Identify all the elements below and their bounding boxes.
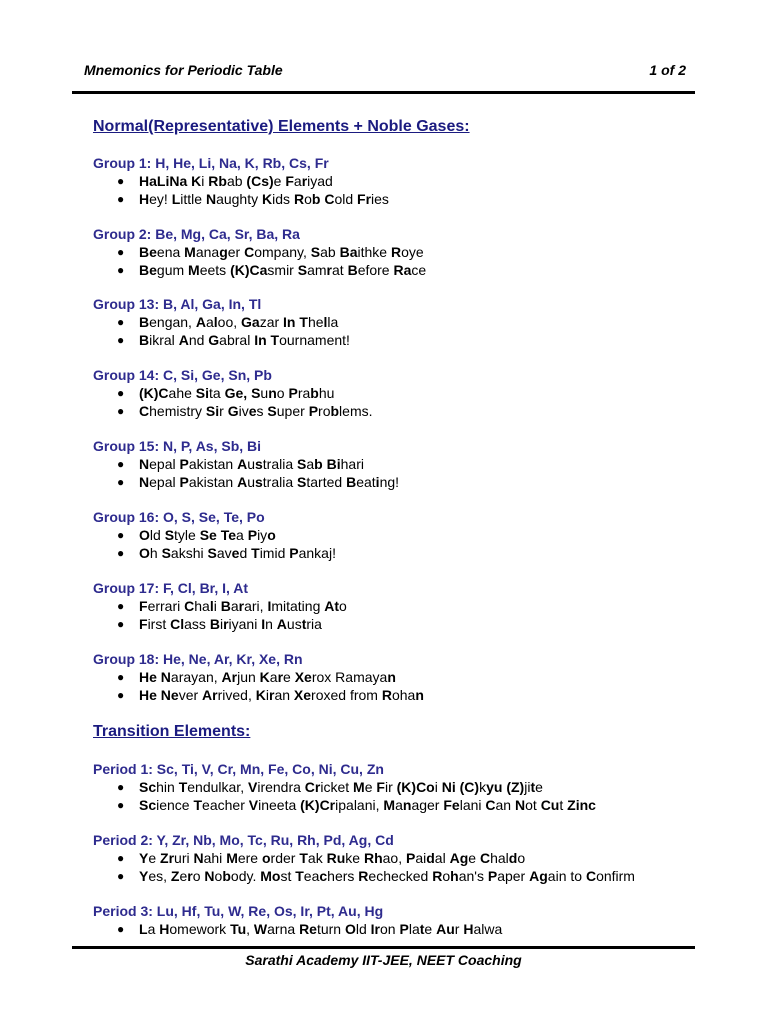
mnemonic-item [93,796,713,814]
group-title: Period 2: Y, Zr, Nb, Mo, Tc, Ru, Rh, Pd, Ag, Cd [93,832,394,848]
mnemonic-text: Yes, Zero Nobody. Most Teachers Rechecked Rohan's Paper Again to Confirm [139,868,635,884]
mnemonic-text: (K)Cahe Sita Ge, Suno Prabhu [139,385,335,401]
mnemonic-item [93,668,713,686]
group-18 [93,650,713,704]
mnemonic-item [93,544,713,562]
mnemonic-text: First Class Biriyani In Austria [139,616,322,632]
bullet-icon: ● [117,798,125,812]
mnemonic-text: Nepal Pakistan Australia Started Beating! [139,474,400,490]
bullet-icon: ● [117,475,125,489]
mnemonic-text: Ferrari Chali Barari, Imitating Ato [139,598,347,614]
mnemonic-item [93,686,713,704]
group-15 [93,437,713,491]
mnemonic-item [93,331,713,349]
bullet-icon: ● [117,688,125,702]
mnemonic-text: Nepal Pakistan Australia Sab Bihari [139,456,364,472]
bullet-icon: ● [117,851,125,865]
group-title: Group 15: N, P, As, Sb, Bi [93,438,262,454]
mnemonic-item [93,867,713,885]
bullet-icon: ● [117,192,125,206]
period-1 [93,760,713,814]
bullet-icon: ● [117,333,125,347]
mnemonic-item [93,313,713,331]
bullet-icon: ● [117,528,125,542]
mnemonic-item [93,849,713,867]
bullet-icon: ● [117,263,125,277]
mnemonic-text: La Homework Tu, Warna Return Old Iron Plate Aur Halwa [139,921,503,937]
group-title: Period 1: Sc, Ti, V, Cr, Mn, Fe, Co, Ni, Cu, Zn [93,761,384,777]
group-title: Group 14: C, Si, Ge, Sn, Pb [93,367,272,383]
group-16 [93,508,713,562]
mnemonic-text: Chemistry Sir Gives Super Problems. [139,403,373,419]
group-14 [93,366,713,420]
group-title: Group 13: B, Al, Ga, In, Tl [93,296,262,312]
footer-divider [72,946,695,949]
mnemonic-item [93,615,713,633]
mnemonic-text: HaLiNa Ki Rbab (Cs)e Fariyad [139,173,333,189]
bullet-icon: ● [117,404,125,418]
page-footer: Sarathi Academy IIT-JEE, NEET Coaching [245,952,522,968]
bullet-icon: ● [117,315,125,329]
group-2 [93,225,713,279]
mnemonic-text: Begum Meets (K)Casmir Samrat Before Race [139,262,427,278]
bullet-icon: ● [117,457,125,471]
page-number: 1 of 2 [649,62,686,78]
mnemonic-item [93,190,713,208]
mnemonic-item [93,384,713,402]
mnemonic-item [93,473,713,491]
mnemonic-text: Bengan, Aaloo, Gazar In Thella [139,314,339,330]
mnemonic-item [93,597,713,615]
mnemonic-item [93,261,713,279]
bullet-icon: ● [117,780,125,794]
mnemonic-item [93,172,713,190]
mnemonic-text: Old Style Se Tea Piyo [139,527,276,543]
mnemonic-item [93,402,713,420]
bullet-icon: ● [117,922,125,936]
mnemonic-item [93,778,713,796]
group-title: Group 18: He, Ne, Ar, Kr, Xe, Rn [93,651,303,667]
group-title: Group 16: O, S, Se, Te, Po [93,509,265,525]
bullet-icon: ● [117,670,125,684]
mnemonic-item [93,526,713,544]
mnemonic-text: Beena Manager Company, Sab Baithke Roye [139,244,424,260]
mnemonic-text: Science Teacher Vineeta (K)Cripalani, Manager Felani Can Not Cut Zinc [139,797,596,813]
bullet-icon: ● [117,617,125,631]
bullet-icon: ● [117,386,125,400]
mnemonic-text: Oh Sakshi Saved Timid Pankaj! [139,545,336,561]
group-17 [93,579,713,633]
mnemonic-text: He Narayan, Arjun Kare Xerox Ramayan [139,669,396,685]
bullet-icon: ● [117,869,125,883]
document-title: Mnemonics for Periodic Table [84,62,283,78]
group-title: Group 1: H, He, Li, Na, K, Rb, Cs, Fr [93,155,329,171]
group-title: Group 17: F, Cl, Br, I, At [93,580,249,596]
mnemonic-text: Bikral And Gabral In Tournament! [139,332,350,348]
group-title: Period 3: Lu, Hf, Tu, W, Re, Os, Ir, Pt, Au, Hg [93,903,384,919]
period-2 [93,831,713,885]
bullet-icon: ● [117,599,125,613]
group-title: Group 2: Be, Mg, Ca, Sr, Ba, Ra [93,226,300,242]
header-divider [72,91,695,94]
mnemonic-text: Schin Tendulkar, Virendra Cricket Me Fir (K)Coi Ni (C)kyu (Z)jite [139,779,543,795]
group-1 [93,154,713,208]
section-title-transition: Transition Elements: [93,723,251,740]
page-header [84,62,686,82]
bullet-icon: ● [117,245,125,259]
mnemonic-text: Hey! Little Naughty Kids Rob Cold Fries [139,191,389,207]
mnemonic-item [93,455,713,473]
bullet-icon: ● [117,546,125,560]
period-3 [93,902,713,938]
bullet-icon: ● [117,174,125,188]
section-title-representative: Normal(Representative) Elements + Noble Gases: [93,118,470,135]
mnemonic-item [93,243,713,261]
mnemonic-text: Ye Zruri Nahi Mere order Tak Ruke Rhao, Paidal Age Chaldo [139,850,526,866]
mnemonic-text: He Never Arrived, Kiran Xeroxed from Rohan [139,687,424,703]
mnemonic-item [93,920,713,938]
group-13 [93,295,713,349]
